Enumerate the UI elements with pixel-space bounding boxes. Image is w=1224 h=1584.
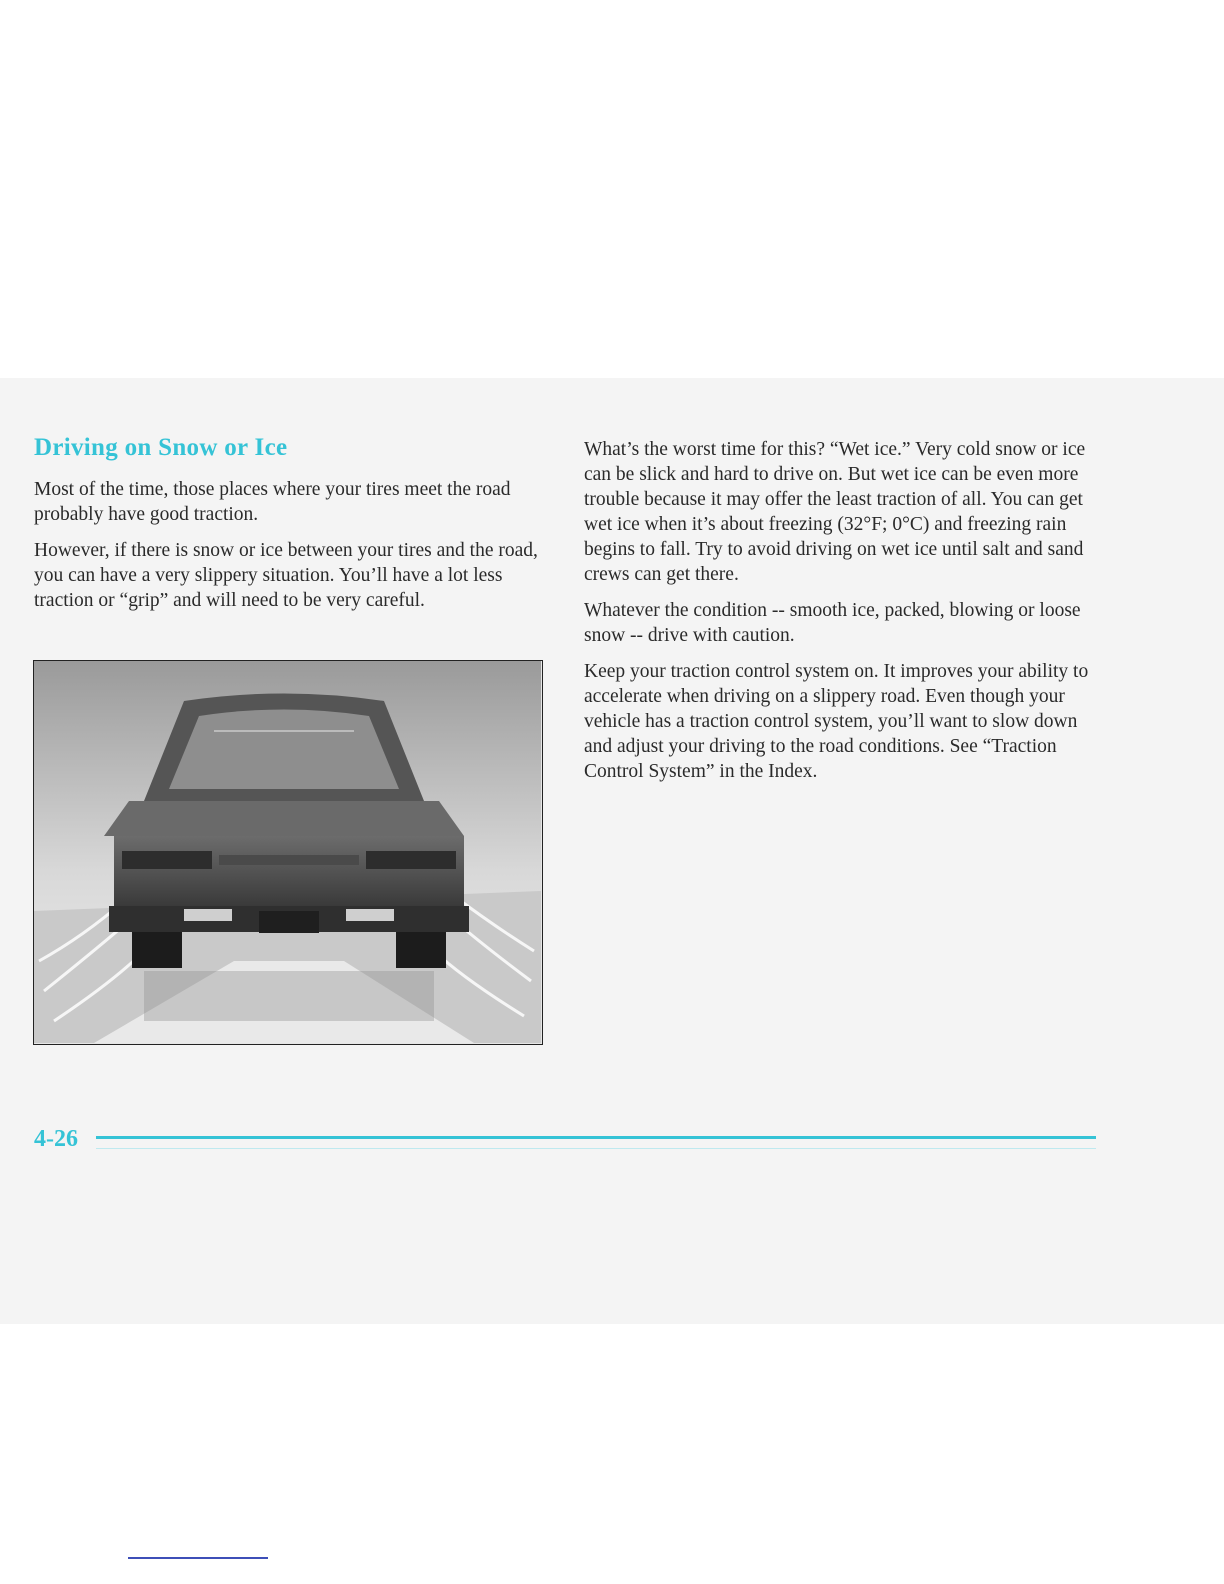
paragraph: Whatever the condition -- smooth ice, packed, blowing or loose snow -- drive with caution. — [584, 600, 1081, 646]
paragraph: Keep your traction control system on. It improves your ability to accelerate when driving on a slippery road. Even though your vehicle has a traction control system, you’ll want to slow down and adjust your driving to the road conditions. See “Traction Control System” in the Index. — [584, 661, 1089, 782]
footer-rule-thin — [96, 1148, 1096, 1149]
page-number: 4-26 — [34, 1126, 78, 1152]
footer-rule — [96, 1136, 1096, 1139]
car-on-ice-illustration — [33, 660, 543, 1045]
paragraph: What’s the worst time for this? “Wet ice.” Very cold snow or ice can be slick and hard to drive on. But wet ice can be even more trouble because it may offer the least traction of all. You can get wet ice when it’s about freezing (32°F; 0°C) and freezing rain begins to fall. Try to avoid driving on wet ice until salt and sand crews can get there. — [584, 439, 1086, 585]
right-column — [584, 437, 1094, 795]
paragraph: However, if there is snow or ice between your tires and the road, you can have a very slippery situation. You’ll have a lot less traction or “grip” and will need to be very careful. — [34, 540, 538, 611]
car-rear-drawing — [34, 661, 541, 1043]
bottom-link-underline — [128, 1557, 268, 1559]
section-heading: Driving on Snow or Ice — [34, 434, 288, 461]
left-column — [34, 477, 544, 624]
paragraph: Most of the time, those places where your tires meet the road probably have good traction. — [34, 479, 511, 525]
